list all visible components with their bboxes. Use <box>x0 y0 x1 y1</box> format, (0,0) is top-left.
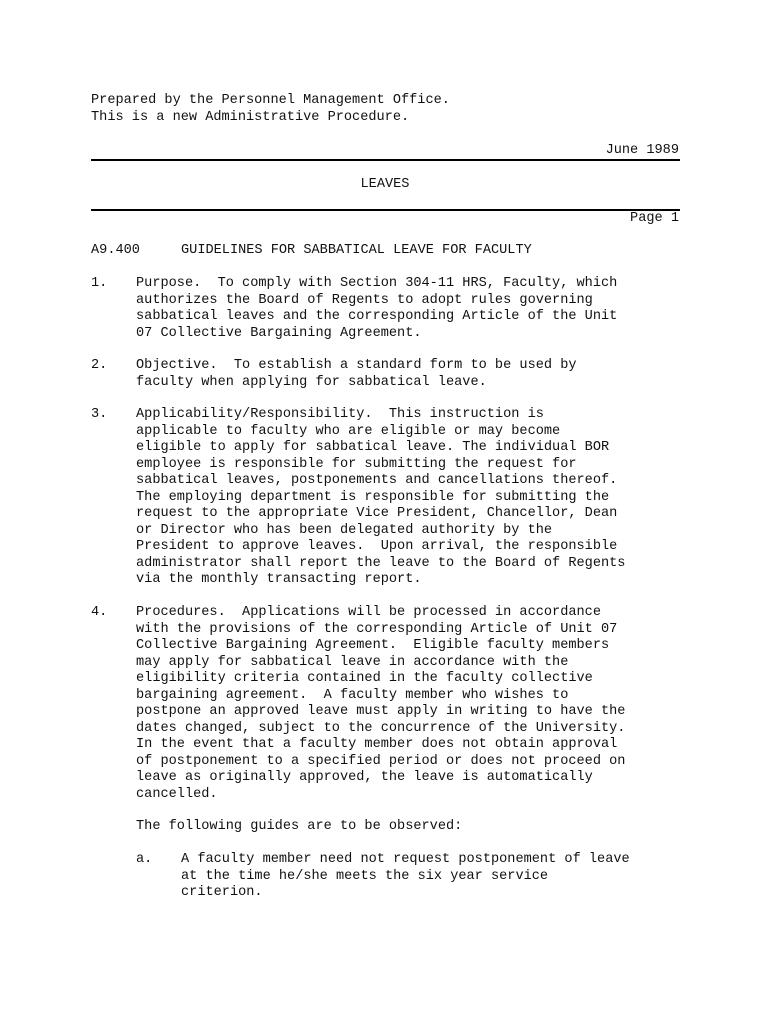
paragraph-line: authorizes the Board of Regents to adopt rules governing <box>136 292 593 308</box>
paragraph-line: employee is responsible for submitting the request for <box>136 456 577 472</box>
paragraph-line: leave as originally approved, the leave is automatically <box>136 770 593 785</box>
paragraph-line: may apply for sabbatical leave in accordance with the <box>136 654 569 670</box>
paragraph-line: criterion. <box>181 885 263 900</box>
paragraph-line: applicable to faculty who are eligible or may become <box>136 423 561 439</box>
paragraph-line: Applicability/Responsibility. This instruction is <box>136 407 544 422</box>
section-number: 1. <box>91 276 108 291</box>
paragraph-line: Purpose. To comply with Section 304-11 HRS, Faculty, which <box>136 276 618 291</box>
section-number: 4. <box>91 605 108 620</box>
paragraph-line: President to approve leaves. Upon arrival, the responsible <box>136 539 618 554</box>
paragraph-line: cancelled. <box>136 786 218 802</box>
paragraph-line: Collective Bargaining Agreement. Eligible faculty members <box>136 638 610 653</box>
paragraph-line: Objective. To establish a standard form to be used by <box>136 358 577 373</box>
guide-item <box>181 852 630 902</box>
procedure-title: GUIDELINES FOR SABBATICAL LEAVE FOR FACULTY <box>181 243 532 258</box>
paragraph-line: postpone an approved leave must apply in writing to have the <box>136 704 626 719</box>
paragraph-line: In the event that a faculty member does not obtain approval <box>136 737 618 752</box>
header-rule-top <box>91 159 680 161</box>
paragraph-line: bargaining agreement. A faculty member who wishes to <box>136 687 569 703</box>
guide-letter: a. <box>136 852 153 867</box>
paragraph-line: or Director who has been delegated authority by the <box>136 522 553 538</box>
paragraph-line: via the monthly transacting report. <box>136 572 422 587</box>
paragraph-line: at the time he/she meets the six year service <box>181 868 549 884</box>
section-title: LEAVES <box>360 177 410 192</box>
paragraph-line: eligible to apply for sabbatical leave. The individual BOR <box>136 440 610 455</box>
paragraph-line: A faculty member need not request postponement of leave <box>181 852 630 867</box>
paragraph-line: sabbatical leaves, postponements and cancellations thereof. <box>136 473 618 488</box>
paragraph-line: 07 Collective Bargaining Agreement. <box>136 325 422 341</box>
paragraph-line: administrator shall report the leave to the Board of Regents <box>136 555 626 571</box>
paragraph-line: request to the appropriate Vice President, Chancellor, Dean <box>136 506 618 521</box>
section-applicability <box>136 407 625 589</box>
section-objective <box>136 358 577 391</box>
paragraph-line: dates changed, subject to the concurrence of the University. <box>136 720 626 736</box>
paragraph-line: of postponement to a specified period or does not proceed on <box>136 753 626 769</box>
paragraph-line: with the provisions of the corresponding Article of Unit 07 <box>136 621 618 637</box>
section-number: 3. <box>91 407 108 422</box>
header-rule-bottom <box>91 209 680 211</box>
procedure-code: A9.400 <box>91 243 140 258</box>
paragraph-line: sabbatical leaves and the corresponding Article of the Unit <box>136 309 618 324</box>
section-number: 2. <box>91 358 108 373</box>
paragraph-line: faculty when applying for sabbatical leave. <box>136 374 487 390</box>
section-procedures <box>136 605 625 803</box>
procedure-note-line: This is a new Administrative Procedure. <box>91 110 410 125</box>
page-number: Page 1 <box>630 211 679 226</box>
paragraph-line: Procedures. Applications will be processed in accordance <box>136 605 601 620</box>
document-date: June 1989 <box>605 143 679 158</box>
paragraph-line: eligibility criteria contained in the faculty collective <box>136 671 593 686</box>
guides-intro: The following guides are to be observed: <box>136 819 463 834</box>
prepared-by-line: Prepared by the Personnel Management Office. <box>91 93 450 108</box>
section-purpose <box>136 276 617 342</box>
paragraph-line: The employing department is responsible for submitting the <box>136 489 610 505</box>
